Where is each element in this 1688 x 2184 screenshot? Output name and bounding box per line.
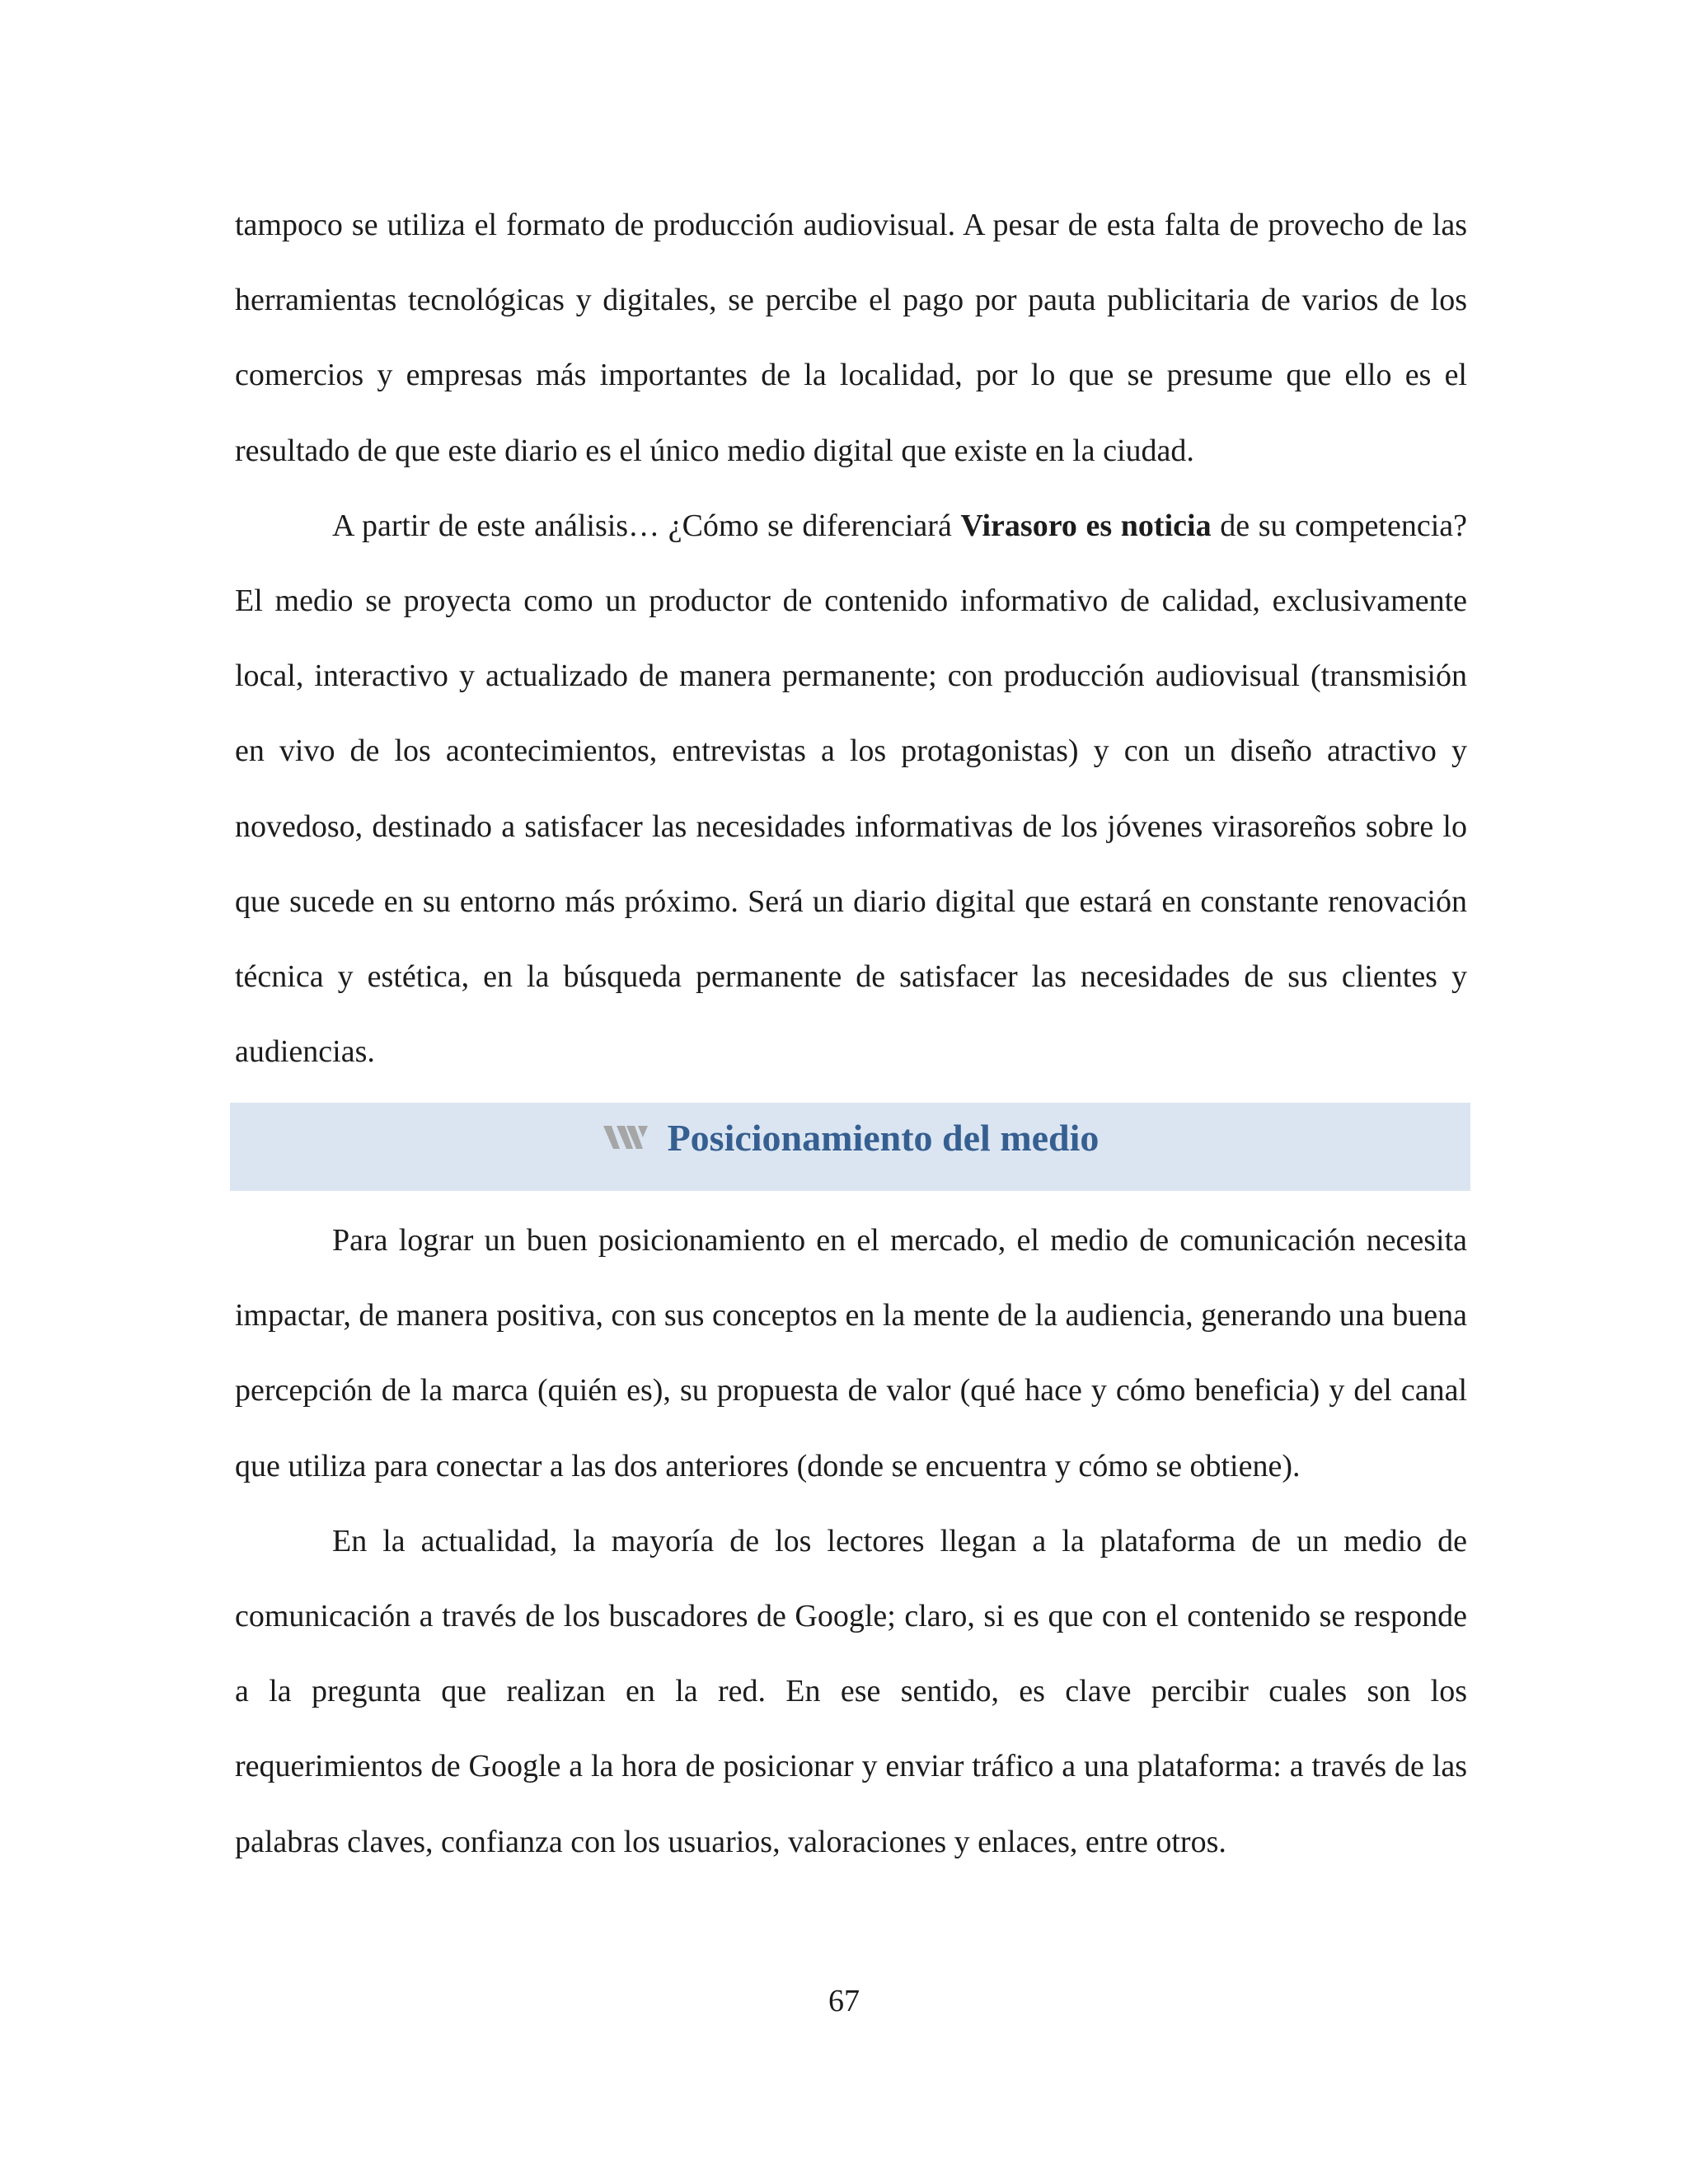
body-text-bottom <box>235 1203 1467 1880</box>
page-number: 67 <box>828 1984 860 2018</box>
double-stroke-logo-icon <box>602 1121 649 1154</box>
paragraph-text-after: de su competencia? El medio se proyecta como un productor de contenido informativo de calidad, exclusivamente local, interactivo y actualizado de manera permanente; con producción audiovisual (transmisión en vivo de los acontecimientos, entrevistas a los protagonistas) y con un diseño atractivo y novedoso, destinado a satisfacer las necesidades informativas de los jóvenes virasoreños sobre lo que sucede en su entorno más próximo. Será un diario digital que estará en constante renovación técnica y estética, en la búsqueda permanente de satisfacer las necesidades de sus clientes y audiencias. <box>235 508 1467 1070</box>
section-heading <box>230 1103 1470 1164</box>
paragraph-google: En la actualidad, la mayoría de los lectores llegan a la plataforma de un medio de comunicación a través de los buscadores de Google; claro, si es que con el contenido se responde a la pregunta que realizan en la red. En ese sentido, es clave percibir cuales son los requerimientos de Google a la hora de posicionar y enviar tráfico a una plataforma: a través de las palabras claves, confianza con los usuarios, valoraciones y enlaces, entre otros. <box>235 1523 1467 1859</box>
paragraph-text-before: A partir de este análisis… ¿Cómo se diferenciará <box>332 508 961 543</box>
section-heading-bar <box>230 1103 1470 1191</box>
paragraph-differentiation <box>235 489 1467 1090</box>
section-title: Posicionamiento del medio <box>667 1116 1100 1159</box>
body-text-top <box>235 188 1467 1090</box>
paragraph-positioning: Para lograr un buen posicionamiento en el mercado, el medio de comunicación necesita impactar, de manera positiva, con sus conceptos en la mente de la audiencia, generando una buena percepción de la marca (quién es), su propuesta de valor (qué hace y cómo beneficia) y del canal que utiliza para conectar a las dos anteriores (donde se encuentra y cómo se obtiene). <box>235 1223 1467 1483</box>
media-name-bold: Virasoro es noticia <box>960 508 1212 543</box>
paragraph-continuation: tampoco se utiliza el formato de producción audiovisual. A pesar de esta falta de provecho de las herramientas tecnológicas y digitales, se percibe el pago por pauta publicitaria de varios de los comercios y empresas más importantes de la localidad, por lo que se presume que ello es el resultado de que este diario es el único medio digital que existe en la ciudad. <box>235 208 1467 468</box>
